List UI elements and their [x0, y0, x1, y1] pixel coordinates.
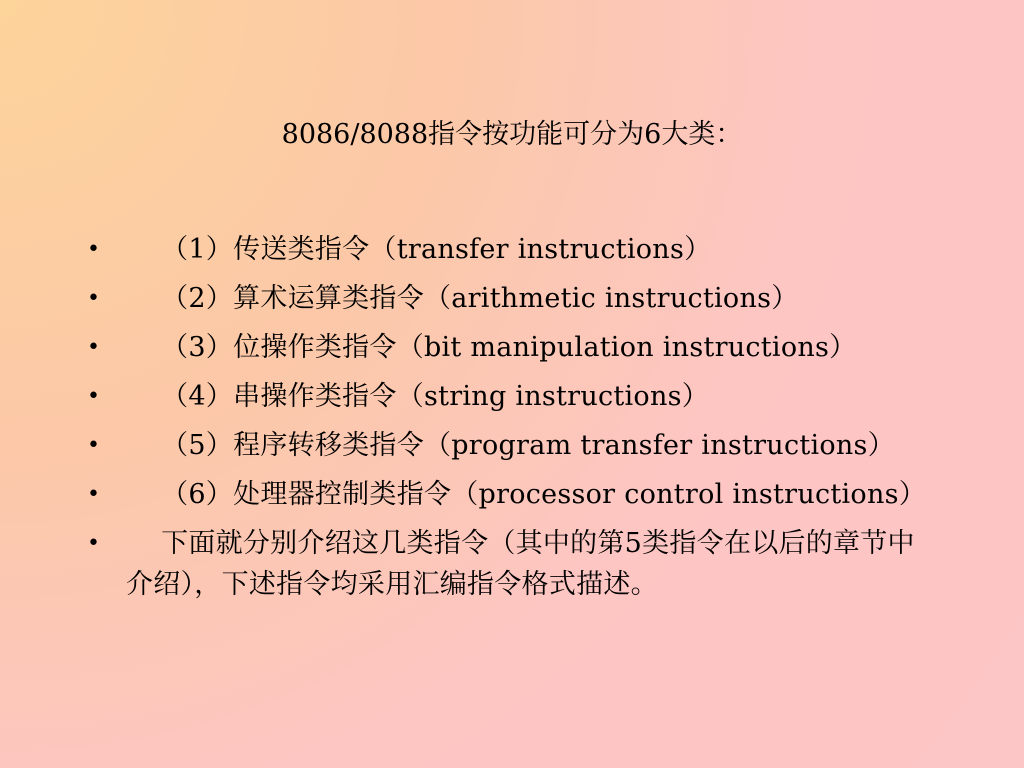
- bullet-dot-icon: •: [87, 384, 100, 409]
- bullet-dot-icon: •: [87, 433, 100, 458]
- bullet-item-6: [0, 474, 1024, 515]
- bullet-item-1: [0, 229, 1024, 270]
- bullet-text-3: （3）位操作类指令（bit manipulation instructions）: [161, 332, 857, 363]
- bullet-item-5: [0, 425, 1024, 466]
- bullet-dot-icon: •: [87, 531, 100, 556]
- slide-title: 8086/8088指令按功能可分为6大类：: [281, 119, 743, 150]
- bullet-text-4: （4）串操作类指令（string instructions）: [161, 381, 710, 412]
- bullet-dot-icon: •: [87, 237, 100, 262]
- bullet-dot-icon: •: [87, 335, 100, 360]
- bullet-text-5: （5）程序转移类指令（program transfer instructions）: [161, 430, 895, 461]
- bullet-item-2: [0, 278, 1024, 319]
- bullet-item-4: [0, 376, 1024, 417]
- bullet-list: [0, 229, 1024, 613]
- bullet-text-6: （6）处理器控制类指令（processor control instructions）: [161, 479, 927, 510]
- bullet-text-7: 下面就分别介绍这几类指令（其中的第5类指令在以后的章节中介绍），下述指令均采用汇编指令格式描述。: [126, 528, 915, 600]
- bullet-text-1: （1）传送类指令（transfer instructions）: [161, 234, 712, 265]
- bullet-dot-icon: •: [87, 482, 100, 507]
- bullet-item-3: [0, 327, 1024, 368]
- bullet-dot-icon: •: [87, 286, 100, 311]
- bullet-text-2: （2）算术运算类指令（arithmetic instructions）: [161, 283, 799, 314]
- bullet-item-7: [0, 523, 1024, 605]
